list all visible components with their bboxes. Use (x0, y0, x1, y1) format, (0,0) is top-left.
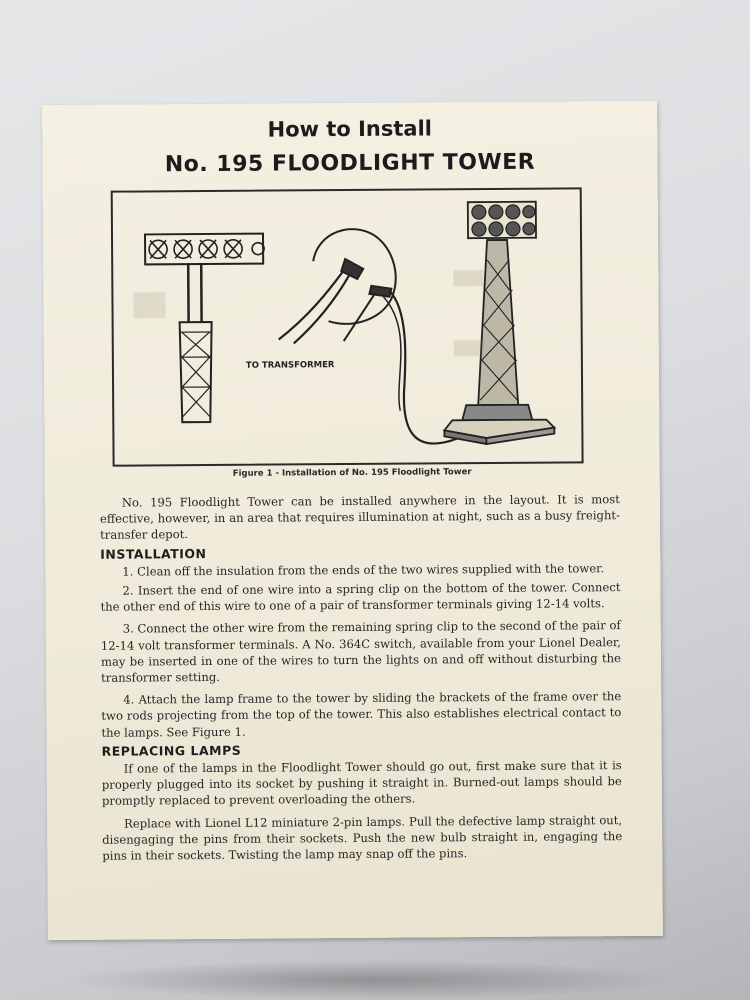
lamp-frame-detail (145, 234, 265, 423)
table-shadow (60, 960, 680, 1000)
tower-illustration (443, 202, 555, 445)
installation-step: 2. Insert the end of one wire into a spring clip on the bottom of the tower. Connect the other end of this wire to one of a pair of transformer terminals giving 12-14 volts. (100, 580, 621, 614)
installation-step: 1. Clean off the insulation from the ends of the two wires supplied with the tower. (122, 561, 605, 579)
instructions-body (100, 491, 623, 867)
instruction-sheet (42, 101, 663, 940)
installation-step: 4. Attach the lamp frame to the tower by sliding the brackets of the frame over the two rods projecting from the top of the tower. This also establishes electrical contact to the lamps. See Figure 1. (101, 689, 622, 740)
title-line-2: No. 195 FLOODLIGHT TOWER (164, 149, 536, 178)
floodlight-tower-illustration (113, 189, 582, 464)
replacing-paragraph: Replace with Lionel L12 miniature 2-pin lamps. Pull the defective lamp straight out, disengaging the pins from their sockets. Push the new bulb straight in, engaging the pins in their sockets. Twisting the lamp may snap off the pins. (102, 812, 623, 863)
installation-heading: INSTALLATION (100, 545, 207, 562)
installation-step: 3. Connect the other wire from the remaining spring clip to the second of the pair of 12-14 volt transformer terminals. A No. 364C switch, available from your Lionel Dealer, may be inserted in one of the wires to turn the lights on and off without disturbing the transformer setting. (100, 618, 622, 685)
figure-caption: Figure 1 - Installation of No. 195 Floodlight Tower (232, 467, 472, 479)
spring-clip-detail (278, 228, 479, 444)
to-transformer-label: TO TRANSFORMER (245, 360, 335, 371)
replacing-paragraph: If one of the lamps in the Floodlight Tower should go out, first make sure that it is properly plugged into its socket by pushing it straight in. Burned-out lamps should be promptly replaced to prevent overloading the others. (101, 758, 622, 809)
intro-paragraph: No. 195 Floodlight Tower can be installed anywhere in the layout. It is most effective, however, in an area that requires illumination at night, such as a busy freight-transfer depot. (99, 492, 621, 543)
replacing-lamps-heading: REPLACING LAMPS (101, 742, 242, 759)
figure-1 (111, 187, 584, 466)
title-line-1: How to Install (267, 116, 433, 142)
